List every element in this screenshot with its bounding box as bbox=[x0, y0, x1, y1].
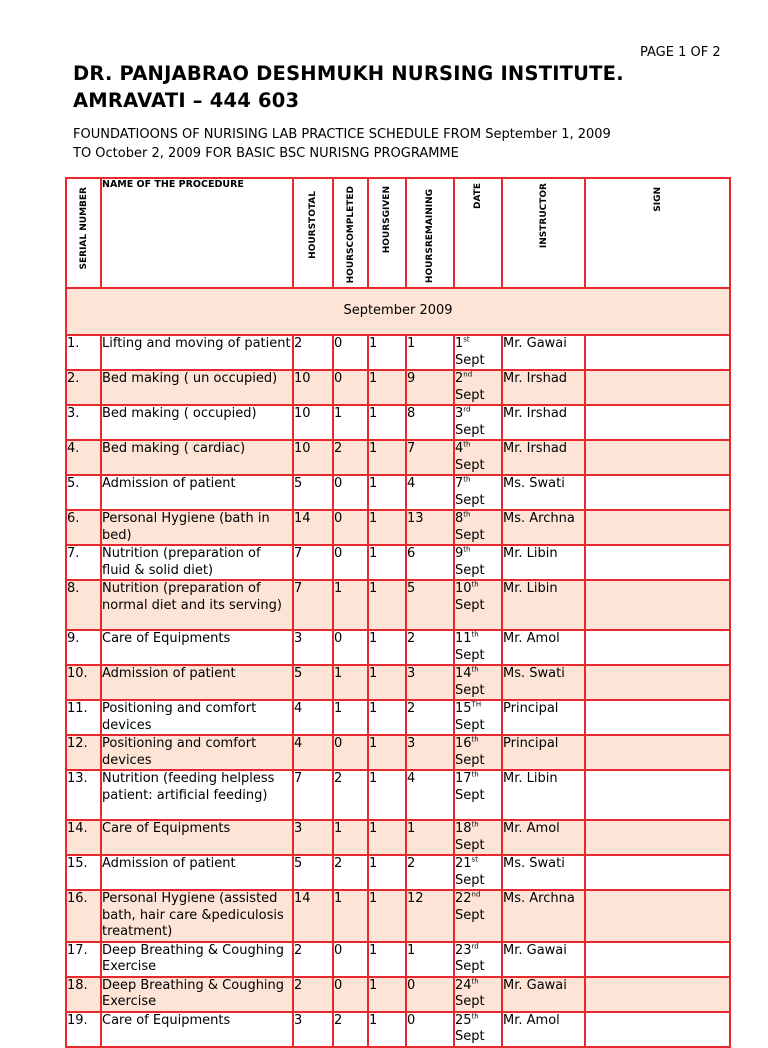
page-number: PAGE 1 OF 2 bbox=[640, 45, 721, 60]
date-suffix: TH bbox=[471, 700, 482, 709]
cell-procedure-name: Nutrition (preparation of fluid & solid diet) bbox=[101, 545, 293, 580]
cell-procedure-name: Deep Breathing & Coughing Exercise bbox=[101, 977, 293, 1012]
table-row bbox=[66, 735, 730, 770]
institute-address: AMRAVATI – 444 603 bbox=[73, 89, 300, 112]
cell-sign[interactable] bbox=[585, 942, 730, 977]
cell-hours-given: 1 bbox=[368, 942, 406, 977]
date-day: 7 bbox=[455, 476, 464, 491]
cell-procedure-name: Lifting and moving of patient bbox=[101, 335, 293, 370]
date-day: 24 bbox=[455, 977, 472, 993]
cell-procedure-name: Care of Equipments bbox=[101, 820, 293, 855]
cell-hours-remaining: 2 bbox=[406, 855, 454, 890]
cell-sign[interactable] bbox=[585, 770, 730, 820]
cell-sign[interactable] bbox=[585, 335, 730, 370]
cell-hours-total: 14 bbox=[293, 510, 333, 545]
cell-serial: 5. bbox=[66, 475, 101, 510]
date-suffix: th bbox=[463, 440, 471, 449]
month-label: September 2009 bbox=[66, 288, 730, 335]
cell-hours-remaining: 1 bbox=[406, 942, 454, 977]
cell-date bbox=[454, 770, 502, 820]
cell-hours-completed: 0 bbox=[333, 942, 368, 977]
col-header-instructor: INSTRUCTOR bbox=[502, 178, 585, 288]
cell-instructor: Mr. Irshad bbox=[502, 440, 585, 475]
date-month: Sept bbox=[455, 682, 485, 698]
cell-date bbox=[454, 890, 502, 942]
cell-instructor: Mr. Amol bbox=[502, 630, 585, 665]
date-month: Sept bbox=[455, 352, 485, 368]
cell-instructor: Ms. Swati bbox=[502, 855, 585, 890]
cell-hours-completed: 0 bbox=[333, 510, 368, 545]
date-month: Sept bbox=[455, 597, 485, 613]
institute-name-line1: DR. PANJABRAO DESHMUKH NURSING INSTITUTE. bbox=[73, 62, 624, 85]
date-day: 18 bbox=[455, 821, 472, 836]
cell-date bbox=[454, 700, 502, 735]
date-suffix: th bbox=[471, 630, 479, 639]
cell-hours-remaining: 0 bbox=[406, 977, 454, 1012]
cell-procedure-name: Admission of patient bbox=[101, 475, 293, 510]
date-month: Sept bbox=[455, 562, 485, 578]
cell-procedure-name: Care of Equipments bbox=[101, 1012, 293, 1047]
cell-hours-completed: 0 bbox=[333, 370, 368, 405]
table-row bbox=[66, 630, 730, 665]
cell-sign[interactable] bbox=[585, 890, 730, 942]
cell-sign[interactable] bbox=[585, 855, 730, 890]
table-row bbox=[66, 475, 730, 510]
cell-hours-total: 5 bbox=[293, 475, 333, 510]
cell-serial: 18. bbox=[66, 977, 101, 1012]
table-row bbox=[66, 942, 730, 977]
cell-hours-given: 1 bbox=[368, 510, 406, 545]
table-row bbox=[66, 440, 730, 475]
cell-hours-completed: 1 bbox=[333, 700, 368, 735]
col-header-serial: SERIAL NUMBER bbox=[66, 178, 101, 288]
cell-hours-given: 1 bbox=[368, 475, 406, 510]
table-row bbox=[66, 700, 730, 735]
cell-serial: 2. bbox=[66, 370, 101, 405]
date-month: Sept bbox=[455, 959, 485, 974]
date-suffix: rd bbox=[471, 942, 479, 951]
cell-date bbox=[454, 1012, 502, 1047]
date-suffix: th bbox=[471, 977, 479, 986]
date-day: 2 bbox=[455, 371, 464, 386]
cell-hours-remaining: 13 bbox=[406, 510, 454, 545]
cell-hours-completed: 0 bbox=[333, 475, 368, 510]
cell-hours-total: 2 bbox=[293, 942, 333, 977]
date-month: Sept bbox=[455, 457, 485, 473]
date-day: 16 bbox=[455, 736, 472, 751]
cell-serial: 4. bbox=[66, 440, 101, 475]
institute-name bbox=[73, 60, 624, 114]
cell-hours-completed: 0 bbox=[333, 335, 368, 370]
cell-hours-total: 7 bbox=[293, 545, 333, 580]
date-day: 10 bbox=[455, 581, 472, 596]
cell-hours-remaining: 12 bbox=[406, 890, 454, 942]
cell-instructor: Mr. Libin bbox=[502, 770, 585, 820]
cell-hours-given: 1 bbox=[368, 580, 406, 630]
date-month: Sept bbox=[455, 787, 485, 803]
cell-serial: 14. bbox=[66, 820, 101, 855]
cell-sign[interactable] bbox=[585, 630, 730, 665]
cell-serial: 10. bbox=[66, 665, 101, 700]
cell-hours-remaining: 0 bbox=[406, 1012, 454, 1047]
date-suffix: th bbox=[471, 820, 479, 829]
cell-date bbox=[454, 335, 502, 370]
cell-hours-given: 1 bbox=[368, 1012, 406, 1047]
date-suffix: th bbox=[471, 735, 479, 744]
cell-serial: 8. bbox=[66, 580, 101, 630]
col-header-name: NAME OF THE PROCEDURE bbox=[101, 178, 293, 288]
cell-hours-total: 3 bbox=[293, 820, 333, 855]
table-row bbox=[66, 545, 730, 580]
cell-hours-total: 4 bbox=[293, 700, 333, 735]
cell-hours-remaining: 9 bbox=[406, 370, 454, 405]
col-header-hours-given: HOURSGIVEN bbox=[368, 178, 406, 288]
cell-hours-completed: 2 bbox=[333, 440, 368, 475]
cell-hours-total: 2 bbox=[293, 335, 333, 370]
table-row bbox=[66, 665, 730, 700]
cell-hours-completed: 1 bbox=[333, 665, 368, 700]
cell-serial: 7. bbox=[66, 545, 101, 580]
cell-hours-completed: 1 bbox=[333, 405, 368, 440]
cell-hours-remaining: 1 bbox=[406, 820, 454, 855]
cell-hours-completed: 0 bbox=[333, 735, 368, 770]
cell-hours-completed: 1 bbox=[333, 820, 368, 855]
cell-date bbox=[454, 405, 502, 440]
cell-sign[interactable] bbox=[585, 977, 730, 1012]
cell-sign[interactable] bbox=[585, 735, 730, 770]
cell-procedure-name: Nutrition (feeding helpless patient: artificial feeding) bbox=[101, 770, 293, 820]
table-row bbox=[66, 405, 730, 440]
cell-serial: 11. bbox=[66, 700, 101, 735]
date-month: Sept bbox=[455, 752, 485, 768]
cell-hours-given: 1 bbox=[368, 405, 406, 440]
date-month: Sept bbox=[455, 717, 485, 733]
cell-hours-given: 1 bbox=[368, 370, 406, 405]
col-header-hours-remaining: HOURSREMAINING bbox=[406, 178, 454, 288]
cell-hours-total: 7 bbox=[293, 580, 333, 630]
cell-hours-given: 1 bbox=[368, 735, 406, 770]
cell-hours-completed: 0 bbox=[333, 545, 368, 580]
cell-hours-given: 1 bbox=[368, 820, 406, 855]
cell-hours-completed: 0 bbox=[333, 630, 368, 665]
date-suffix: th bbox=[471, 665, 479, 674]
date-day: 11 bbox=[455, 631, 472, 646]
cell-hours-completed: 2 bbox=[333, 1012, 368, 1047]
cell-hours-remaining: 4 bbox=[406, 475, 454, 510]
date-suffix: st bbox=[471, 855, 478, 864]
table-row bbox=[66, 335, 730, 370]
date-suffix: th bbox=[463, 545, 471, 554]
date-month: Sept bbox=[455, 1029, 485, 1044]
cell-hours-remaining: 5 bbox=[406, 580, 454, 630]
cell-date bbox=[454, 630, 502, 665]
cell-date bbox=[454, 855, 502, 890]
cell-date bbox=[454, 942, 502, 977]
cell-serial: 3. bbox=[66, 405, 101, 440]
date-month: Sept bbox=[455, 994, 485, 1009]
date-suffix: nd bbox=[471, 890, 481, 899]
table-row bbox=[66, 1012, 730, 1047]
schedule-table bbox=[65, 177, 731, 1048]
cell-hours-remaining: 2 bbox=[406, 700, 454, 735]
cell-instructor: Ms. Archna bbox=[502, 510, 585, 545]
cell-sign[interactable] bbox=[585, 475, 730, 510]
date-suffix: th bbox=[463, 510, 471, 519]
table-row bbox=[66, 855, 730, 890]
cell-serial: 9. bbox=[66, 630, 101, 665]
date-suffix: nd bbox=[463, 370, 473, 379]
cell-date bbox=[454, 665, 502, 700]
cell-hours-remaining: 7 bbox=[406, 440, 454, 475]
cell-date bbox=[454, 440, 502, 475]
date-month: Sept bbox=[455, 837, 485, 853]
cell-instructor: Mr. Amol bbox=[502, 1012, 585, 1047]
date-suffix: th bbox=[471, 580, 479, 589]
date-month: Sept bbox=[455, 527, 485, 543]
cell-hours-given: 1 bbox=[368, 440, 406, 475]
cell-hours-completed: 0 bbox=[333, 977, 368, 1012]
schedule-title-line2: TO October 2, 2009 FOR BASIC BSC NURISNG PROGRAMME bbox=[73, 146, 459, 161]
cell-procedure-name: Care of Equipments bbox=[101, 630, 293, 665]
cell-hours-total: 10 bbox=[293, 405, 333, 440]
cell-procedure-name: Bed making ( cardiac) bbox=[101, 440, 293, 475]
date-month: Sept bbox=[455, 387, 485, 403]
cell-hours-given: 1 bbox=[368, 545, 406, 580]
table-header-row bbox=[66, 178, 730, 288]
cell-hours-given: 1 bbox=[368, 700, 406, 735]
date-suffix: st bbox=[463, 335, 470, 344]
table-row bbox=[66, 510, 730, 545]
cell-hours-total: 4 bbox=[293, 735, 333, 770]
cell-hours-total: 7 bbox=[293, 770, 333, 820]
cell-sign[interactable] bbox=[585, 510, 730, 545]
cell-hours-given: 1 bbox=[368, 665, 406, 700]
cell-hours-total: 5 bbox=[293, 665, 333, 700]
cell-hours-given: 1 bbox=[368, 770, 406, 820]
cell-instructor: Principal bbox=[502, 735, 585, 770]
cell-procedure-name: Admission of patient bbox=[101, 665, 293, 700]
cell-hours-given: 1 bbox=[368, 890, 406, 942]
cell-sign[interactable] bbox=[585, 700, 730, 735]
date-day: 21 bbox=[455, 856, 472, 871]
date-day: 22 bbox=[455, 891, 472, 906]
date-suffix: th bbox=[471, 1012, 479, 1021]
cell-hours-given: 1 bbox=[368, 977, 406, 1012]
date-suffix: rd bbox=[463, 405, 471, 414]
cell-instructor: Ms. Swati bbox=[502, 665, 585, 700]
cell-hours-total: 10 bbox=[293, 440, 333, 475]
cell-hours-remaining: 1 bbox=[406, 335, 454, 370]
cell-sign[interactable] bbox=[585, 545, 730, 580]
date-month: Sept bbox=[455, 872, 485, 888]
cell-hours-total: 3 bbox=[293, 630, 333, 665]
date-suffix: th bbox=[463, 475, 471, 484]
cell-serial: 6. bbox=[66, 510, 101, 545]
date-day: 14 bbox=[455, 666, 472, 681]
cell-hours-completed: 1 bbox=[333, 890, 368, 942]
col-header-hours-completed: HOURSCOMPLETED bbox=[333, 178, 368, 288]
cell-instructor: Mr. Irshad bbox=[502, 370, 585, 405]
cell-sign[interactable] bbox=[585, 820, 730, 855]
cell-date bbox=[454, 370, 502, 405]
cell-date bbox=[454, 580, 502, 630]
cell-procedure-name: Admission of patient bbox=[101, 855, 293, 890]
date-suffix: th bbox=[471, 770, 479, 779]
cell-procedure-name: Personal Hygiene (assisted bath, hair care &pediculosis treatment) bbox=[101, 890, 293, 942]
cell-hours-completed: 1 bbox=[333, 580, 368, 630]
cell-hours-remaining: 4 bbox=[406, 770, 454, 820]
cell-hours-remaining: 2 bbox=[406, 630, 454, 665]
schedule-title-line1: FOUNDATIOONS OF NURISING LAB PRACTICE SCHEDULE FROM September 1, 2009 bbox=[73, 127, 611, 142]
cell-serial: 13. bbox=[66, 770, 101, 820]
cell-hours-total: 2 bbox=[293, 977, 333, 1012]
cell-serial: 17. bbox=[66, 942, 101, 977]
date-day: 17 bbox=[455, 771, 472, 786]
cell-instructor: Ms. Archna bbox=[502, 890, 585, 942]
cell-sign[interactable] bbox=[585, 440, 730, 475]
cell-date bbox=[454, 820, 502, 855]
cell-procedure-name: Bed making ( un occupied) bbox=[101, 370, 293, 405]
date-day: 8 bbox=[455, 511, 464, 526]
cell-procedure-name: Nutrition (preparation of normal diet and its serving) bbox=[101, 580, 293, 630]
cell-serial: 12. bbox=[66, 735, 101, 770]
cell-hours-given: 1 bbox=[368, 630, 406, 665]
cell-hours-total: 5 bbox=[293, 855, 333, 890]
cell-procedure-name: Personal Hygiene (bath in bed) bbox=[101, 510, 293, 545]
cell-sign[interactable] bbox=[585, 370, 730, 405]
schedule-title bbox=[73, 125, 733, 163]
cell-instructor: Ms. Swati bbox=[502, 475, 585, 510]
cell-instructor: Mr. Gawai bbox=[502, 335, 585, 370]
cell-hours-given: 1 bbox=[368, 335, 406, 370]
date-day: 3 bbox=[455, 406, 464, 421]
table-row bbox=[66, 820, 730, 855]
month-row bbox=[66, 288, 730, 335]
cell-sign[interactable] bbox=[585, 580, 730, 630]
cell-instructor: Mr. Libin bbox=[502, 580, 585, 630]
date-month: Sept bbox=[455, 907, 485, 923]
date-day: 1 bbox=[455, 336, 464, 351]
table-row bbox=[66, 770, 730, 820]
cell-hours-total: 10 bbox=[293, 370, 333, 405]
date-day: 25 bbox=[455, 1012, 472, 1028]
cell-sign[interactable] bbox=[585, 1012, 730, 1047]
table-row bbox=[66, 977, 730, 1012]
cell-hours-total: 3 bbox=[293, 1012, 333, 1047]
cell-sign[interactable] bbox=[585, 665, 730, 700]
cell-sign[interactable] bbox=[585, 405, 730, 440]
cell-instructor: Mr. Irshad bbox=[502, 405, 585, 440]
cell-hours-given: 1 bbox=[368, 855, 406, 890]
cell-instructor: Principal bbox=[502, 700, 585, 735]
cell-hours-completed: 2 bbox=[333, 770, 368, 820]
cell-hours-total: 14 bbox=[293, 890, 333, 942]
cell-date bbox=[454, 510, 502, 545]
table-row bbox=[66, 370, 730, 405]
cell-serial: 19. bbox=[66, 1012, 101, 1047]
date-day: 9 bbox=[455, 546, 464, 561]
cell-hours-completed: 2 bbox=[333, 855, 368, 890]
date-month: Sept bbox=[455, 647, 485, 663]
col-header-hours-total: HOURSTOTAL bbox=[293, 178, 333, 288]
table-row bbox=[66, 890, 730, 942]
table-row bbox=[66, 580, 730, 630]
date-month: Sept bbox=[455, 492, 485, 508]
cell-serial: 1. bbox=[66, 335, 101, 370]
cell-hours-remaining: 3 bbox=[406, 735, 454, 770]
cell-procedure-name: Positioning and comfort devices bbox=[101, 700, 293, 735]
cell-hours-remaining: 6 bbox=[406, 545, 454, 580]
cell-hours-remaining: 3 bbox=[406, 665, 454, 700]
cell-date bbox=[454, 475, 502, 510]
cell-date bbox=[454, 977, 502, 1012]
cell-serial: 15. bbox=[66, 855, 101, 890]
cell-instructor: Mr. Libin bbox=[502, 545, 585, 580]
cell-serial: 16. bbox=[66, 890, 101, 942]
cell-date bbox=[454, 735, 502, 770]
date-month: Sept bbox=[455, 422, 485, 438]
date-day: 23 bbox=[455, 942, 472, 958]
date-day: 4 bbox=[455, 441, 464, 456]
cell-instructor: Mr. Amol bbox=[502, 820, 585, 855]
cell-instructor: Mr. Gawai bbox=[502, 942, 585, 977]
cell-procedure-name: Positioning and comfort devices bbox=[101, 735, 293, 770]
cell-procedure-name: Deep Breathing & Coughing Exercise bbox=[101, 942, 293, 977]
col-header-sign: SIGN bbox=[585, 178, 730, 288]
cell-hours-remaining: 8 bbox=[406, 405, 454, 440]
col-header-date: DATE bbox=[454, 178, 502, 288]
cell-instructor: Mr. Gawai bbox=[502, 977, 585, 1012]
cell-date bbox=[454, 545, 502, 580]
cell-procedure-name: Bed making ( occupied) bbox=[101, 405, 293, 440]
date-day: 15 bbox=[455, 701, 472, 716]
